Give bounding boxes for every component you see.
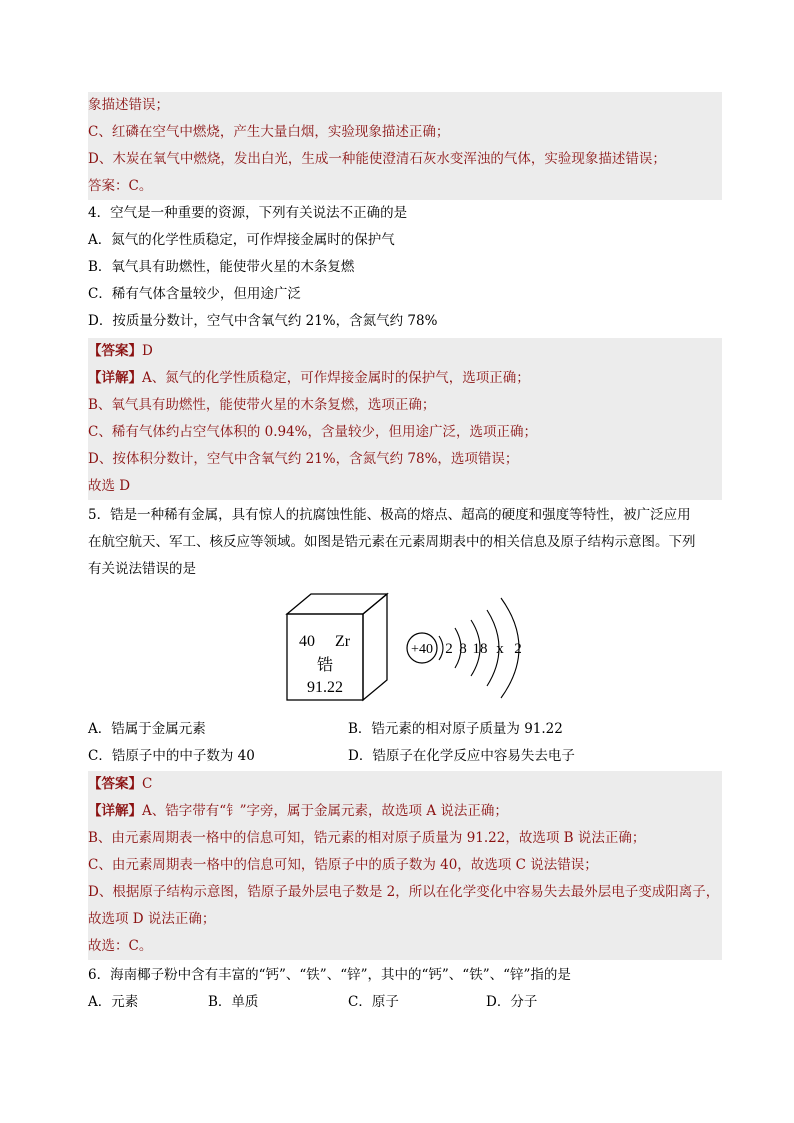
answer-line <box>88 771 722 798</box>
detail-label: 【详解】 <box>88 803 142 819</box>
question-6-option-b: B．单质 <box>208 994 259 1010</box>
element-name: 锆 <box>316 655 334 674</box>
question-4-option-b: B．氧气具有助燃性，能使带火星的木条复燃 <box>88 259 355 275</box>
detail-text: A、氮气的化学性质稳定，可作焊接金属时的保护气，选项正确； <box>142 370 530 386</box>
question-6-option-c: C．原子 <box>348 994 399 1010</box>
shell-count: 18 <box>472 641 488 657</box>
detail-line: 故选：C。 <box>88 933 722 960</box>
detail-line <box>88 365 722 392</box>
shell-count: 2 <box>514 641 522 657</box>
detail-line: B、由元素周期表一格中的信息可知，锆元素的相对原子质量为 91.22，故选项 B 说法正确； <box>88 825 722 852</box>
detail-text: A、锆字带有“钅”字旁，属于金属元素，故选项 A 说法正确； <box>142 803 508 819</box>
question-6-stem: 6．海南椰子粉中含有丰富的“钙”、“铁”、“锌”，其中的“钙”、“铁”、“锌”指的是 <box>88 967 571 983</box>
detail-line: B、氧气具有助燃性，能使带火星的木条复燃，选项正确； <box>88 392 722 419</box>
shell-arc <box>439 636 443 660</box>
zirconium-figure <box>275 586 535 711</box>
question-6-option-a: A．元素 <box>88 994 139 1010</box>
question-4-option-d: D．按质量分数计，空气中含氧气约 21%，含氮气约 78% <box>88 313 438 329</box>
question-5-option-b: B．锆元素的相对原子质量为 91.22 <box>348 721 563 737</box>
detail-line: 故选项 D 说法正确； <box>88 906 722 933</box>
question-4-stem: 4．空气是一种重要的资源，下列有关说法不正确的是 <box>88 205 408 221</box>
detail-line: C、由元素周期表一格中的信息可知，锆原子中的质子数为 40，故选项 C 说法错误； <box>88 852 722 879</box>
detail-label: 【详解】 <box>88 370 142 386</box>
solution-line: C、红磷在空气中燃烧，产生大量白烟，实验现象描述正确； <box>88 119 722 146</box>
question-5-stem: 有关说法错误的是 <box>88 561 196 577</box>
detail-line: D、按体积分数计，空气中含氧气约 21%，含氮气约 78%，选项错误； <box>88 446 722 473</box>
question-4-option-c: C．稀有气体含量较少，但用途广泛 <box>88 286 301 302</box>
question-5-stem: 在航空航天、军工、核反应等领域。如图是锆元素在元素周期表中的相关信息及原子结构示意图。下列 <box>88 534 696 550</box>
atomic-mass: 91.22 <box>307 679 343 696</box>
question-5-option-a: A．锆属于金属元素 <box>88 721 206 737</box>
shell-count: 2 <box>445 641 453 657</box>
answer-line <box>88 338 722 365</box>
answer-value: D <box>142 343 153 359</box>
shell-count: 8 <box>459 641 467 657</box>
element-symbol: Zr <box>335 633 351 650</box>
detail-line: C、稀有气体约占空气体积的 0.94%，含量较少，但用途广泛，选项正确； <box>88 419 722 446</box>
detail-line: 故选 D <box>88 473 722 500</box>
nucleus-charge: +40 <box>411 642 433 657</box>
atomic-number: 40 <box>299 633 315 650</box>
detail-line: D、根据原子结构示意图，锆原子最外层电子数是 2，所以在化学变化中容易失去最外层电子变成阳离子， <box>88 879 722 906</box>
question-4-option-a: A．氮气的化学性质稳定，可作焊接金属时的保护气 <box>88 232 395 248</box>
question-5-stem: 5．锆是一种稀有金属，具有惊人的抗腐蚀性能、极高的熔点、超高的硬度和强度等特性，被广泛应用 <box>88 507 691 523</box>
detail-line <box>88 798 722 825</box>
answer-label: 【答案】 <box>88 776 142 792</box>
question-5-option-c: C．锆原子中的中子数为 40 <box>88 748 255 764</box>
shell-count: x <box>496 641 504 657</box>
solution-line: D、木炭在氧气中燃烧，发出白光，生成一种能使澄清石灰水变浑浊的气体，实验现象描述错误； <box>88 146 722 173</box>
question-5-option-d: D．锆原子在化学反应中容易失去电子 <box>348 748 575 764</box>
question-6-option-d: D．分子 <box>486 994 538 1010</box>
answer-label: 【答案】 <box>88 343 142 359</box>
solution-line: 答案：C。 <box>88 173 722 200</box>
answer-value: C <box>142 776 153 792</box>
solution-line: 象描述错误； <box>88 92 722 119</box>
